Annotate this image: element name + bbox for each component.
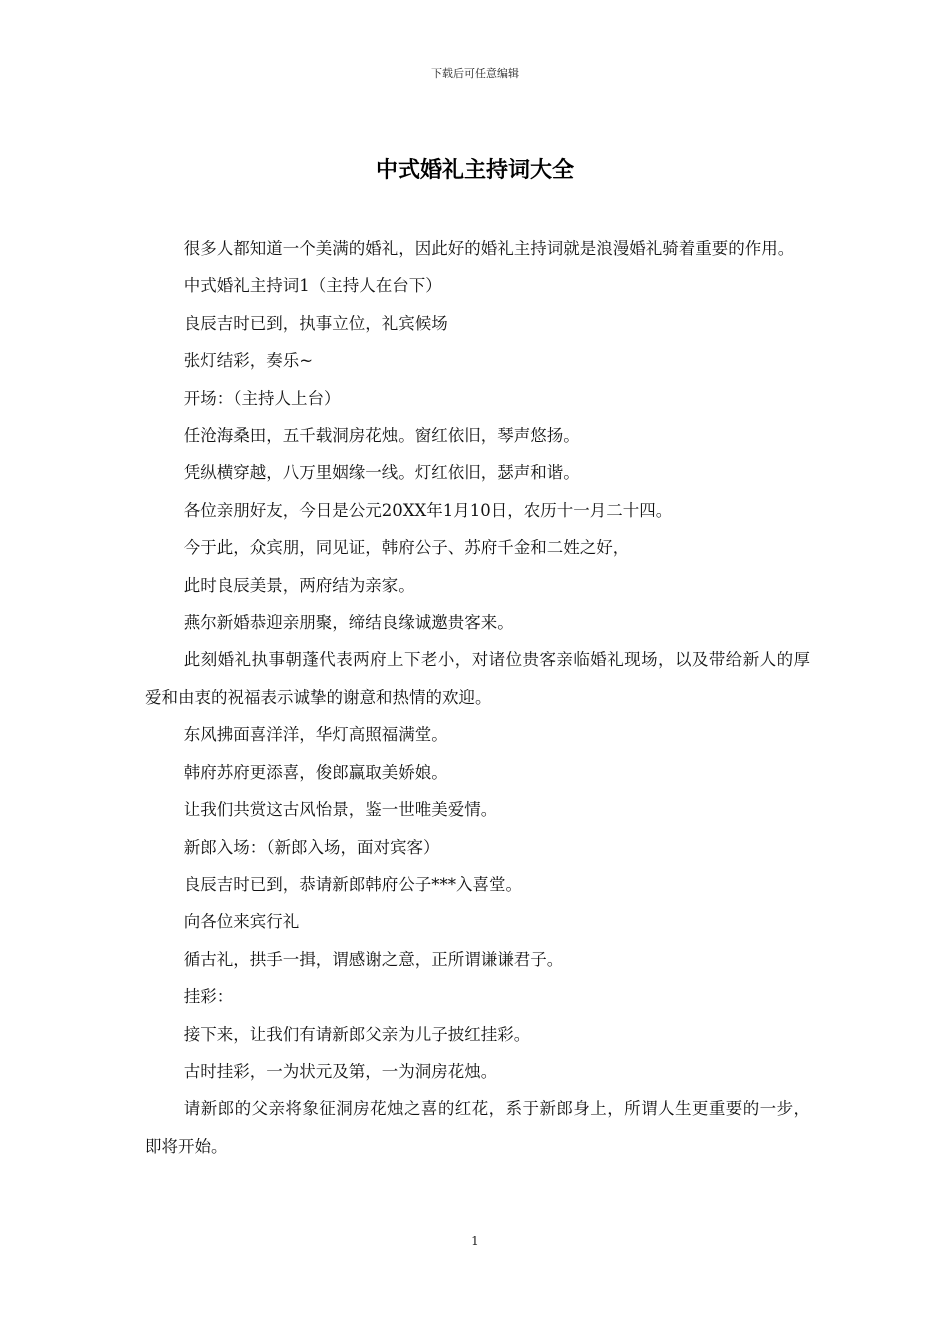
paragraph: 凭纵横穿越，八万里姻缘一线。灯红依旧，瑟声和谐。 xyxy=(183,463,580,483)
paragraph: 良辰吉时已到，执事立位，礼宾候场 xyxy=(183,313,448,333)
paragraph: 此刻婚礼执事朝蓬代表两府上下老小，对诸位贵客亲临婚礼现场，以及带给新人的厚爱和由衷的祝福表示诚挚的谢意和热情的欢迎。 xyxy=(145,650,810,707)
paragraph: 东风拂面喜洋洋，华灯高照福满堂。 xyxy=(183,725,448,745)
paragraph: 良辰吉时已到，恭请新郎韩府公子***入喜堂。 xyxy=(183,874,523,894)
page-number: 1 xyxy=(471,1234,479,1248)
paragraph: 各位亲朋好友，今日是公元20XX年1月10日，农历十一月二十四。 xyxy=(183,500,673,520)
document-body xyxy=(145,230,810,1165)
paragraph: 今于此，众宾朋，同见证，韩府公子、苏府千金和二姓之好， xyxy=(183,538,630,558)
paragraph: 任沧海桑田，五千载洞房花烛。窗红依旧，琴声悠扬。 xyxy=(183,426,580,446)
paragraph: 新郎入场：（新郎入场，面对宾客） xyxy=(183,837,440,857)
paragraph: 请新郎的父亲将象征洞房花烛之喜的红花，系于新郎身上，所谓人生更重要的一步，即将开始。 xyxy=(145,1099,810,1156)
paragraph: 中式婚礼主持词1（主持人在台下） xyxy=(183,276,442,296)
paragraph: 循古礼，拱手一揖，谓感谢之意，正所谓谦谦君子。 xyxy=(183,949,564,969)
paragraph: 让我们共赏这古风怡景，鉴一世唯美爱情。 xyxy=(183,800,498,820)
paragraph: 古时挂彩，一为状元及第，一为洞房花烛。 xyxy=(183,1061,498,1081)
paragraph: 张灯结彩，奏乐~ xyxy=(183,351,314,371)
paragraph: 此时良辰美景，两府结为亲家。 xyxy=(183,575,415,595)
paragraph: 接下来，让我们有请新郎父亲为儿子披红挂彩。 xyxy=(183,1024,531,1044)
paragraph: 挂彩： xyxy=(183,987,234,1007)
page-header-note: 下载后可任意编辑 xyxy=(431,67,519,80)
paragraph: 向各位来宾行礼 xyxy=(183,912,300,932)
document-title: 中式婚礼主持词大全 xyxy=(375,157,574,183)
paragraph: 韩府苏府更添喜，俊郎赢取美娇娘。 xyxy=(183,762,448,782)
paragraph: 很多人都知道一个美满的婚礼，因此好的婚礼主持词就是浪漫婚礼骑着重要的作用。 xyxy=(183,239,795,258)
paragraph: 燕尔新婚恭迎亲朋聚，缔结良缘诚邀贵客来。 xyxy=(183,613,514,633)
paragraph: 开场：（主持人上台） xyxy=(183,388,341,408)
